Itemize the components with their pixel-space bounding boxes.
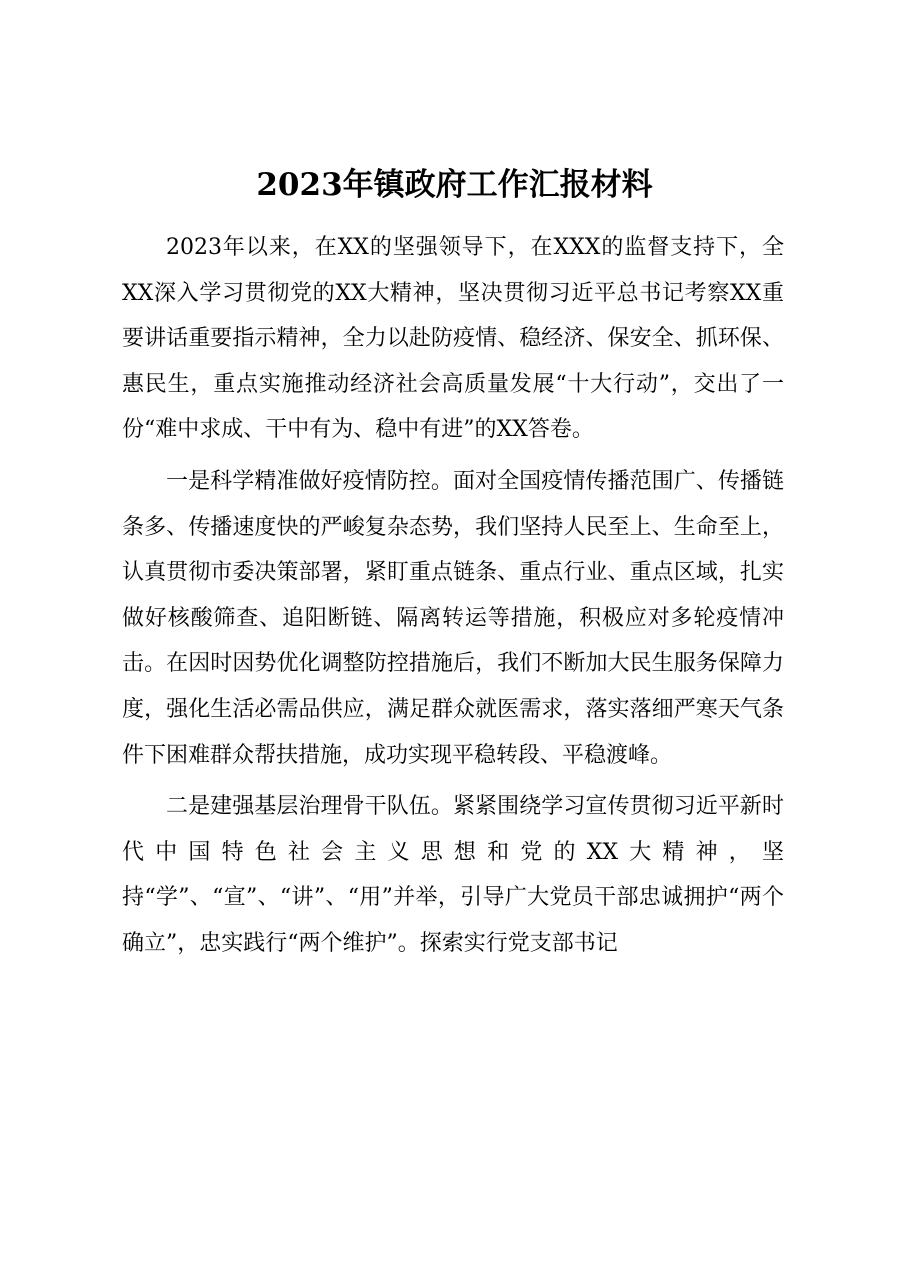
paragraph-epidemic-control: 一是科学精准做好疫情防控。面对全国疫情传播范围广、传播链条多、传播速度快的严峻复杂态势，我们坚持人民至上、生命至上，认真贯彻市委决策部署，紧盯重点链条、重点行业、重点区域，扎实做好核酸筛查、追阳断链、隔离转运等措施，积极应对多轮疫情冲击。在因时因势优化调整防控措施后，我们不断加大民生服务保障力度，强化生活必需品供应，满足群众就医需求，落实落细严寒天气条件下困难群众帮扶措施，成功实现平稳转段、平稳渡峰。 — [122, 468, 784, 768]
document-body — [122, 225, 784, 973]
document-title: 2023年镇政府工作汇报材料 — [256, 167, 653, 203]
paragraph-grassroots-governance: 二是建强基层治理骨干队伍。紧紧围绕学习宣传贯彻习近平新时代中国特色社会主义思想和党的XX大精神，坚持“学”、“宣”、“讲”、“用”并举，引导广大党员干部忠诚拥护“两个确立”，忠实践行“两个维护”。探索实行党支部书记 — [122, 794, 784, 956]
paragraph-intro: 2023年以来，在XX的坚强领导下，在XXX的监督支持下，全XX深入学习贯彻党的XX大精神，坚决贯彻习近平总书记考察XX重要讲话重要指示精神，全力以赴防疫情、稳经济、保安全、抓环保、惠民生，重点实施推动经济社会高质量发展“十大行动”，交出了一份“难中求成、干中有为、稳中有进”的XX答卷。 — [122, 235, 784, 443]
